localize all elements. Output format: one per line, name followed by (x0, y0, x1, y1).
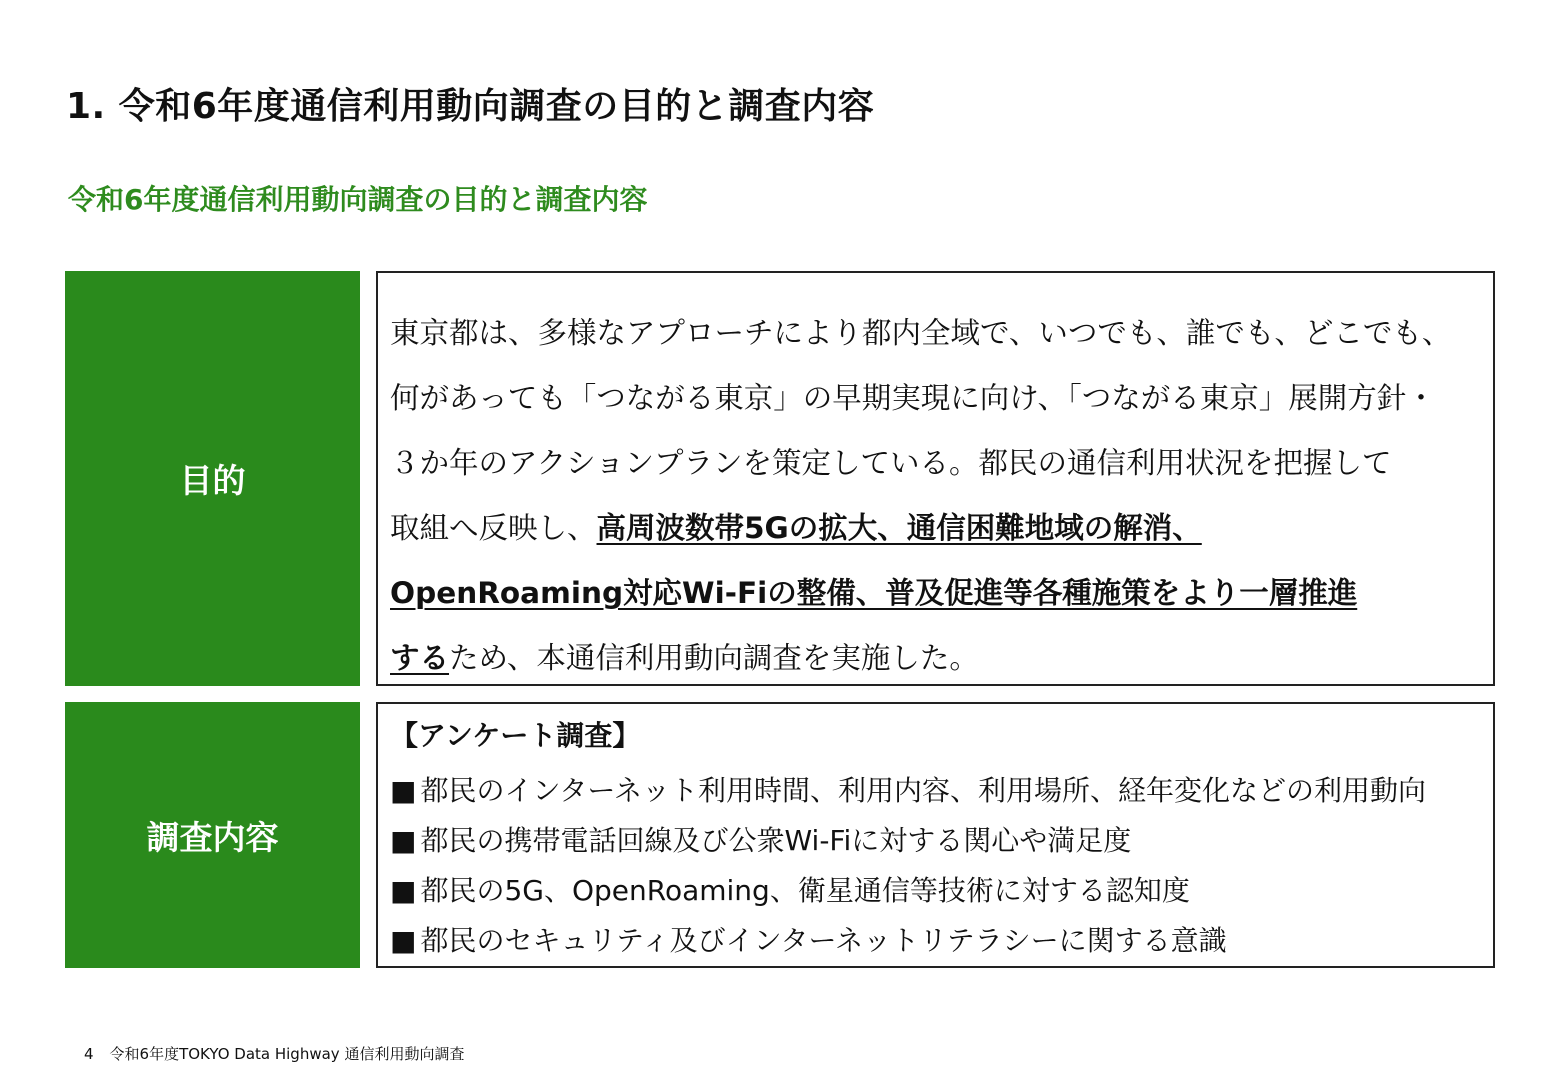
survey-item (390, 816, 1473, 866)
purpose-emphasis-1: 高周波数帯5Gの拡大、通信困難地域の解消、 (596, 511, 1202, 545)
survey-item (390, 916, 1473, 966)
purpose-line-3: ３か年のアクションプランを策定している。都民の通信利用状況を把握して (390, 446, 1392, 480)
survey-item (390, 866, 1473, 916)
purpose-line-6-plain: ため、本通信利用動向調査を実施した。 (449, 641, 979, 675)
content-label: 調査内容 (65, 702, 360, 968)
purpose-text (378, 273, 1493, 691)
page-title: 1. 令和6年度通信利用動向調査の目的と調査内容 (66, 86, 875, 127)
footer (84, 1043, 464, 1064)
purpose-emphasis-3: する (390, 641, 450, 675)
purpose-row (65, 271, 1495, 686)
purpose-line-5 (390, 561, 1473, 626)
survey-item-text: 都民のセキュリティ及びインターネットリテラシーに関する意識 (420, 924, 1227, 957)
purpose-label: 目的 (65, 271, 360, 686)
survey-item-text: 都民のインターネット利用時間、利用内容、利用場所、経年変化などの利用動向 (420, 774, 1426, 807)
survey-item (390, 766, 1473, 816)
purpose-text-box (376, 271, 1495, 686)
section-subtitle: 令和6年度通信利用動向調査の目的と調査内容 (68, 183, 648, 216)
purpose-line-2: 何があっても「つながる東京」の早期実現に向け、「つながる東京」展開方針・ (390, 381, 1436, 415)
page-number: 4 (84, 1045, 94, 1063)
content-text-box (376, 702, 1495, 968)
square-bullet-icon: ■ (390, 924, 417, 957)
footer-text: 令和6年度TOKYO Data Highway 通信利用動向調査 (109, 1045, 465, 1063)
purpose-line-6 (390, 626, 1473, 691)
square-bullet-icon: ■ (390, 824, 417, 857)
content-text (378, 704, 1493, 966)
survey-item-list (390, 766, 1473, 966)
square-bullet-icon: ■ (390, 874, 417, 907)
purpose-line-4-plain: 取組へ反映し、 (390, 511, 597, 545)
content-row (65, 702, 1495, 968)
survey-heading: 【アンケート調査】 (390, 719, 641, 752)
purpose-emphasis-2: OpenRoaming対応Wi-Fiの整備、普及促進等各種施策をより一層推進 (390, 576, 1358, 610)
survey-item-text: 都民の5G、OpenRoaming、衛星通信等技術に対する認知度 (420, 874, 1190, 907)
purpose-line-4 (390, 496, 1473, 561)
square-bullet-icon: ■ (390, 774, 417, 807)
survey-item-text: 都民の携帯電話回線及び公衆Wi-Fiに対する関心や満足度 (420, 824, 1132, 857)
purpose-line-1: 東京都は、多様なアプローチにより都内全域で、いつでも、誰でも、どこでも、 (390, 316, 1452, 350)
